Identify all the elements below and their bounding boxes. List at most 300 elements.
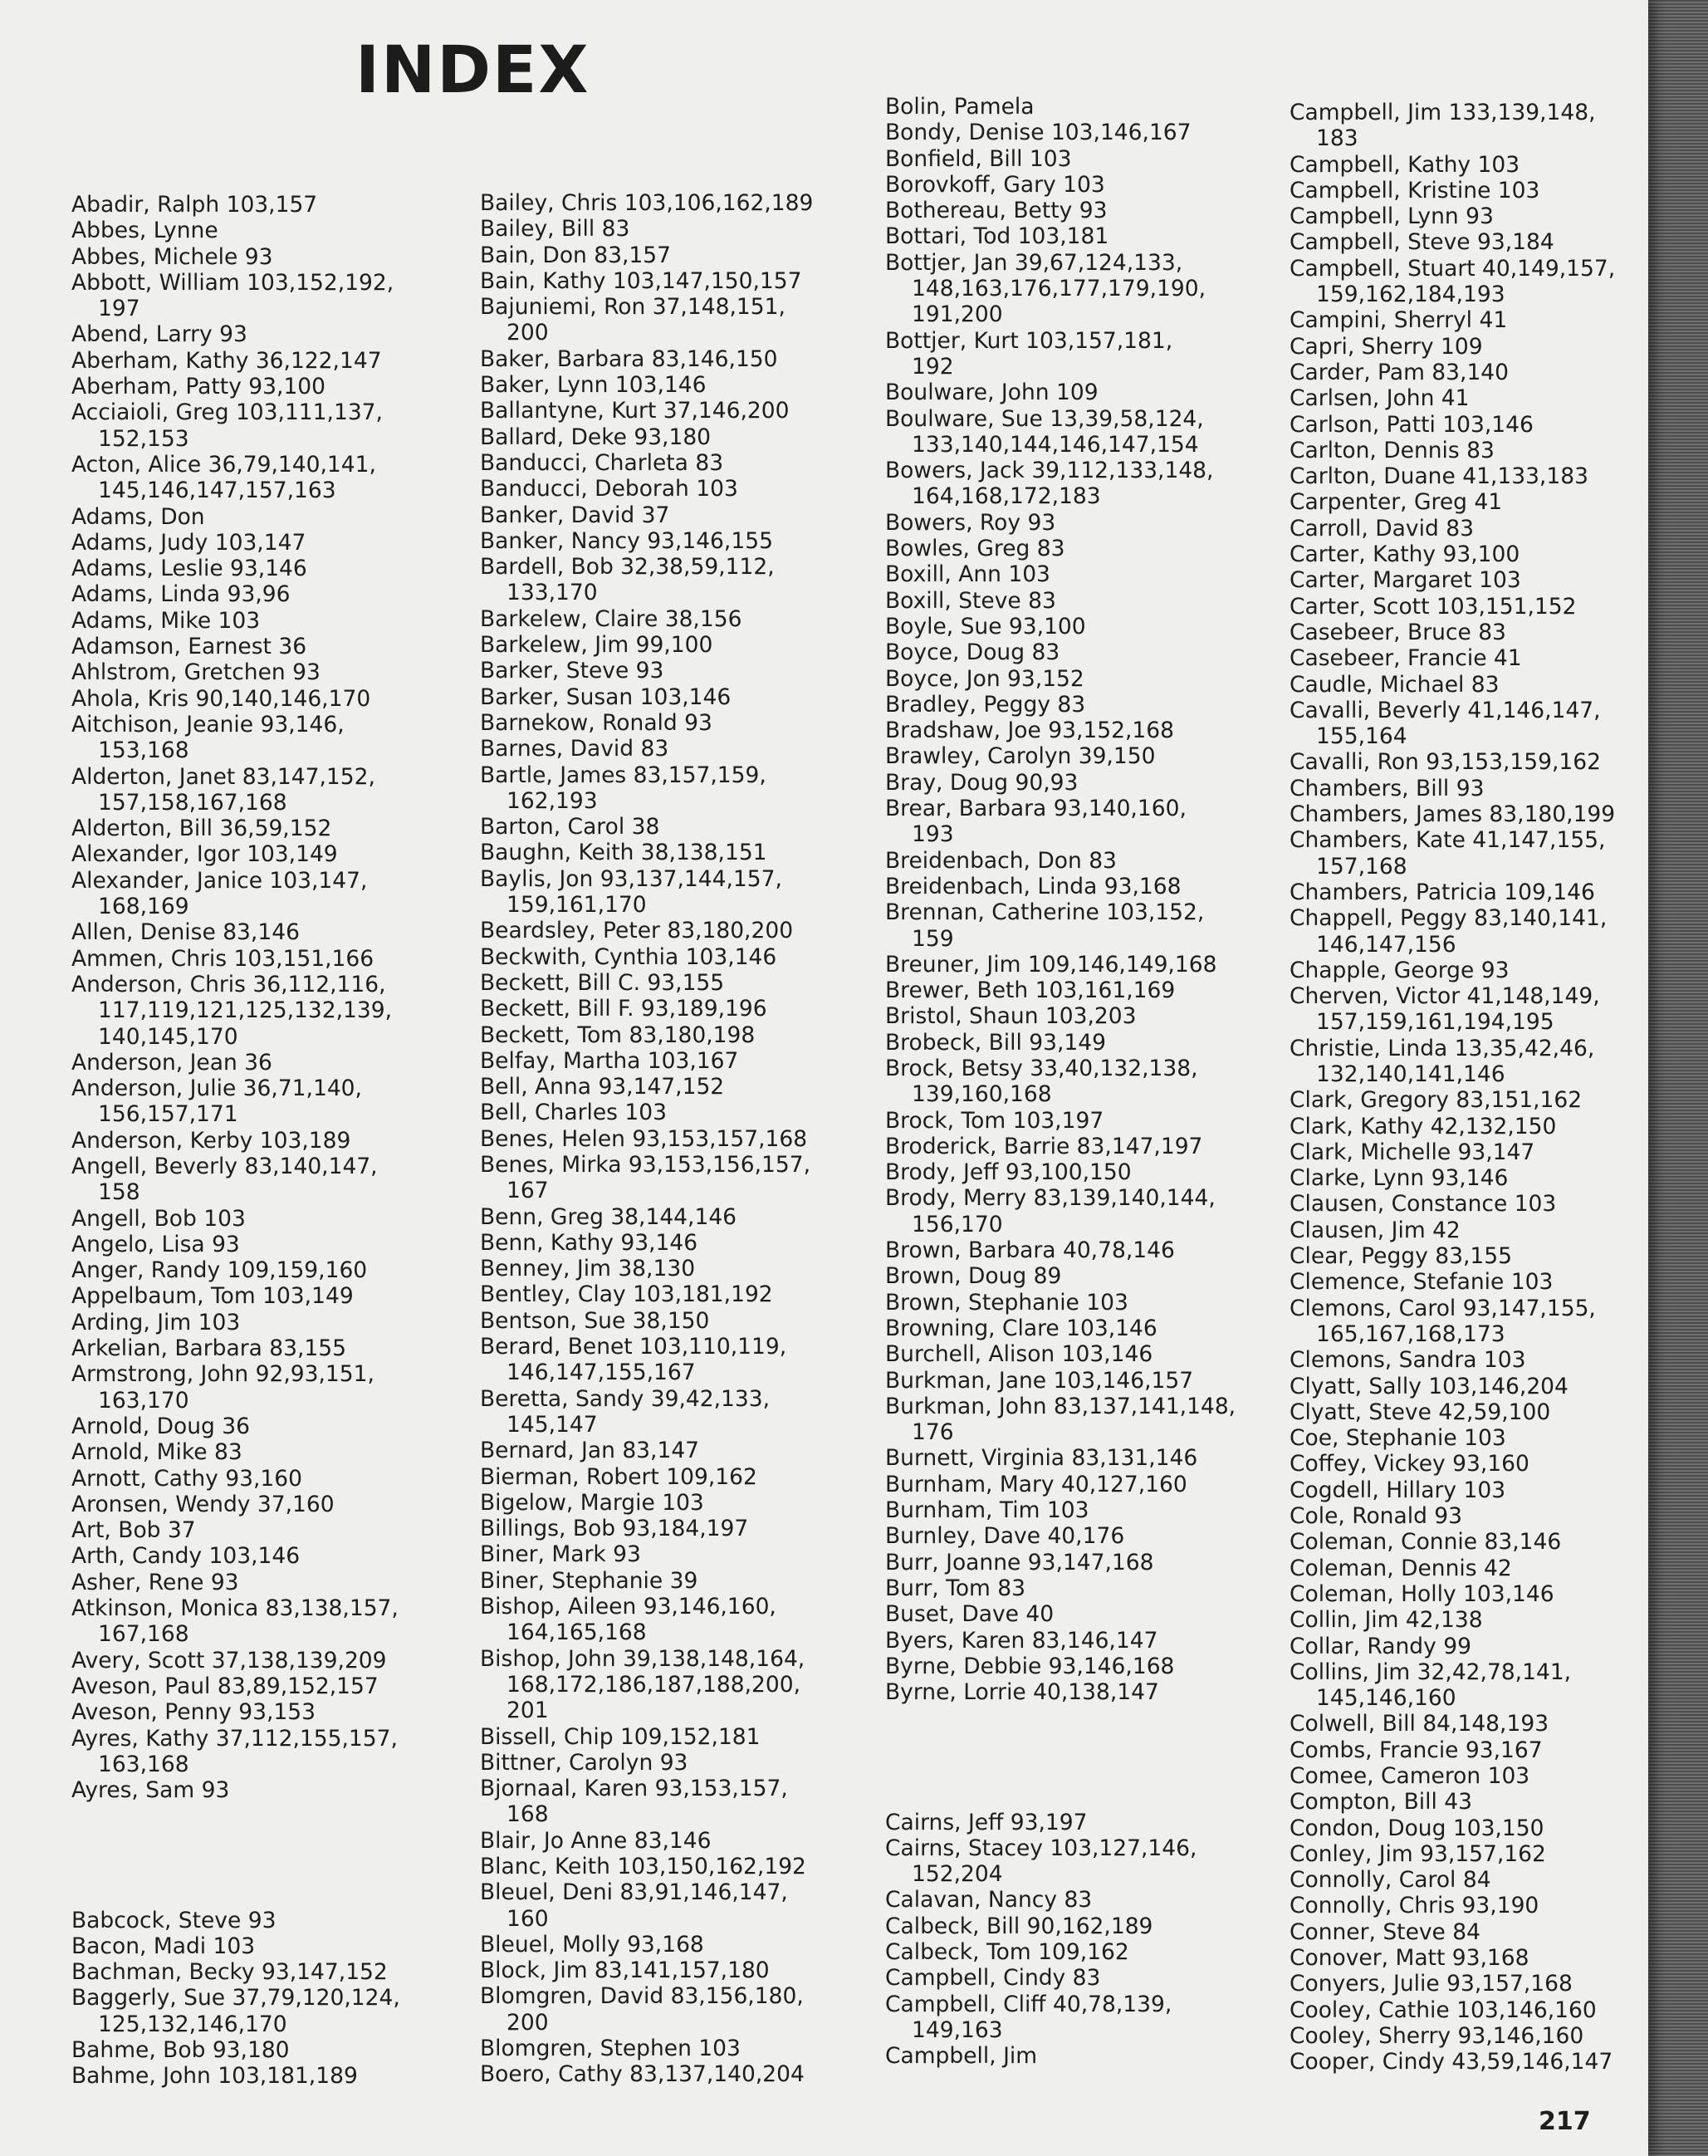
page-title: INDEX	[355, 33, 590, 108]
index-entry: Clausen, Constance 103	[1290, 1191, 1557, 1218]
index-entry: Appelbaum, Tom 103,149	[71, 1283, 354, 1310]
index-entry: Barkelew, Jim 99,100	[480, 632, 713, 659]
index-entry: Blanc, Keith 103,150,162,192	[480, 1854, 806, 1879]
index-entry: Clemons, Carol 93,147,155,	[1290, 1295, 1596, 1321]
index-entry: Burr, Joanne 93,147,168	[885, 1549, 1154, 1575]
index-entry: Ballard, Deke 93,180	[480, 424, 712, 450]
index-entry: Clark, Gregory 83,151,162	[1290, 1087, 1583, 1114]
index-entry: Coe, Stephanie 103	[1290, 1425, 1506, 1452]
index-entry: Alderton, Janet 83,147,152,	[71, 763, 375, 790]
index-entry: Beretta, Sandy 39,42,133,	[480, 1385, 771, 1412]
index-entry-continuation: 125,132,146,170	[98, 2011, 287, 2037]
index-entry: Campbell, Steve 93,184	[1290, 229, 1554, 256]
index-entry: Byers, Karen 83,146,147	[885, 1627, 1158, 1654]
index-entry: Connolly, Chris 93,190	[1290, 1893, 1539, 1919]
index-entry: Burchell, Alison 103,146	[885, 1341, 1153, 1368]
index-entry: Art, Bob 37	[71, 1517, 196, 1544]
index-entry: Condon, Doug 103,150	[1290, 1815, 1544, 1841]
index-entry: Barnekow, Ronald 93	[480, 709, 712, 736]
index-entry: Clyatt, Steve 42,59,100	[1290, 1399, 1551, 1425]
index-entry: Bowles, Greg 83	[885, 536, 1065, 562]
index-entry: Clear, Peggy 83,155	[1290, 1243, 1512, 1270]
column-spacer	[71, 1881, 400, 1907]
index-entry: Clemence, Stefanie 103	[1290, 1269, 1554, 1296]
index-entry: Brody, Merry 83,139,140,144,	[885, 1185, 1216, 1212]
index-entry: Anderson, Kerby 103,189	[71, 1127, 351, 1154]
index-entry-continuation: 183	[1316, 125, 1358, 152]
index-entry: Boero, Cathy 83,137,140,204	[480, 2061, 805, 2088]
index-entry: Bailey, Bill 83	[480, 216, 630, 243]
index-entry: Benn, Greg 38,144,146	[480, 1203, 737, 1230]
index-entry: Benn, Kathy 93,146	[480, 1229, 698, 1256]
index-entry: Campbell, Jim 133,139,148,	[1290, 100, 1596, 125]
index-entry: Adams, Linda 93,96	[71, 581, 291, 608]
index-entry-continuation: 168	[507, 1801, 549, 1828]
index-entry-continuation: 149,163	[912, 2016, 1003, 2043]
index-entry: Cooper, Cindy 43,59,146,147	[1290, 2049, 1613, 2075]
index-entry: Boxill, Steve 83	[885, 587, 1056, 614]
index-entry: Beckett, Tom 83,180,198	[480, 1022, 756, 1048]
index-entry: Asher, Rene 93	[71, 1569, 239, 1595]
index-entry: Alexander, Igor 103,149	[71, 841, 338, 868]
index-entry: Bahme, Bob 93,180	[71, 2037, 290, 2064]
index-entry: Aitchison, Jeanie 93,146,	[71, 711, 345, 737]
index-entry: Banducci, Deborah 103	[480, 476, 738, 502]
index-entry: Christie, Linda 13,35,42,46,	[1290, 1035, 1595, 1061]
index-entry: Bentley, Clay 103,181,192	[480, 1281, 773, 1308]
index-entry: Chambers, James 83,180,199	[1290, 801, 1616, 828]
index-entry: Calbeck, Tom 109,162	[885, 1939, 1129, 1966]
index-entry-continuation: 159,161,170	[507, 892, 647, 919]
index-entry: Barton, Carol 38	[480, 814, 660, 840]
index-entry: Biner, Stephanie 39	[480, 1567, 698, 1594]
index-entry-continuation: 139,160,168	[912, 1081, 1052, 1108]
column-spacer	[885, 1732, 1236, 1757]
index-entry: Abadir, Ralph 103,157	[71, 192, 318, 218]
index-entry: Chapple, George 93	[1290, 957, 1510, 983]
index-entry: Adams, Don	[71, 503, 205, 530]
index-entry: Byrne, Lorrie 40,138,147	[885, 1679, 1159, 1706]
index-entry: Breidenbach, Don 83	[885, 847, 1117, 874]
index-entry: Ayres, Sam 93	[71, 1777, 230, 1804]
index-entry: Banducci, Charleta 83	[480, 449, 724, 476]
index-entry: Baker, Barbara 83,146,150	[480, 345, 778, 372]
index-entry: Cairns, Jeff 93,197	[885, 1809, 1088, 1835]
index-entry-continuation: 156,157,171	[98, 1101, 238, 1128]
index-entry: Barnes, David 83	[480, 736, 669, 762]
index-entry: Anderson, Chris 36,112,116,	[71, 971, 386, 997]
index-entry: Beardsley, Peter 83,180,200	[480, 918, 794, 944]
index-entry: Bardell, Bob 32,38,59,112,	[480, 554, 775, 581]
index-entry: Carter, Scott 103,151,152	[1290, 593, 1577, 620]
index-entry: Bittner, Carolyn 93	[480, 1749, 688, 1776]
index-entry: Ayres, Kathy 37,112,155,157,	[71, 1725, 398, 1752]
index-entry: Casebeer, Francie 41	[1290, 645, 1522, 672]
index-entry: Colwell, Bill 84,148,193	[1290, 1711, 1549, 1737]
index-entry: Campbell, Jim	[885, 2043, 1038, 2070]
index-entry: Calavan, Nancy 83	[885, 1887, 1093, 1913]
index-entry: Angell, Beverly 83,140,147,	[71, 1153, 378, 1179]
index-entry: Bradshaw, Joe 93,152,168	[885, 718, 1174, 744]
index-entry: Capri, Sherry 109	[1290, 333, 1483, 360]
column-spacer	[71, 1830, 400, 1855]
index-entry: Bottari, Tod 103,181	[885, 223, 1109, 250]
index-entry-continuation: 201	[507, 1698, 549, 1724]
index-entry: Adams, Mike 103	[71, 607, 261, 634]
index-entry: Banker, Nancy 93,146,155	[480, 527, 773, 554]
index-entry: Abbott, William 103,152,192,	[71, 269, 394, 296]
index-entry-continuation: 167	[507, 1178, 549, 1204]
index-entry: Clyatt, Sally 103,146,204	[1290, 1373, 1569, 1399]
index-entry: Baylis, Jon 93,137,144,157,	[480, 865, 782, 892]
index-entry: Boyce, Jon 93,152	[885, 665, 1084, 692]
index-entry: Biner, Mark 93	[480, 1541, 641, 1568]
index-entry: Clausen, Jim 42	[1290, 1217, 1461, 1243]
index-entry-continuation: 163,168	[98, 1751, 189, 1777]
index-entry: Adamson, Earnest 36	[71, 634, 307, 660]
index-entry: Boulware, Sue 13,39,58,124,	[885, 405, 1204, 432]
index-entry: Breuner, Jim 109,146,149,168	[885, 951, 1217, 978]
index-entry: Campbell, Kathy 103	[1290, 151, 1520, 178]
index-entry-continuation: 145,146,160	[1316, 1685, 1456, 1712]
index-entry-continuation: 192	[912, 353, 954, 380]
index-entry: Coleman, Dennis 42	[1290, 1555, 1512, 1581]
index-entry: Bell, Charles 103	[480, 1100, 667, 1126]
index-entry: Bierman, Robert 109,162	[480, 1463, 757, 1490]
index-column-2	[480, 190, 813, 2088]
index-entry: Bain, Kathy 103,147,150,157	[480, 267, 802, 294]
index-entry: Conley, Jim 93,157,162	[1290, 1840, 1546, 1867]
index-entry: Bondy, Denise 103,146,167	[885, 120, 1192, 146]
index-entry: Barkelew, Claire 38,156	[480, 605, 742, 632]
index-entry: Babcock, Steve 93	[71, 1907, 277, 1933]
index-entry: Clemons, Sandra 103	[1290, 1347, 1526, 1374]
index-entry: Campbell, Kristine 103	[1290, 177, 1540, 203]
index-entry-continuation: 197	[98, 296, 140, 322]
index-entry-continuation: 146,147,156	[1316, 931, 1456, 958]
index-entry: Cogdell, Hillary 103	[1290, 1477, 1506, 1503]
index-entry: Carter, Margaret 103	[1290, 567, 1521, 594]
index-entry: Atkinson, Monica 83,138,157,	[71, 1595, 399, 1622]
index-entry: Bain, Don 83,157	[480, 242, 671, 268]
index-entry-continuation: 145,146,147,157,163	[98, 478, 336, 504]
index-entry: Brody, Jeff 93,100,150	[885, 1159, 1132, 1186]
index-entry: Baughn, Keith 38,138,151	[480, 840, 767, 866]
index-entry: Bray, Doug 90,93	[885, 769, 1079, 796]
index-entry-continuation: 176	[912, 1419, 954, 1446]
index-entry: Bottjer, Jan 39,67,124,133,	[885, 249, 1183, 276]
index-entry: Conner, Steve 84	[1290, 1918, 1480, 1945]
index-entry: Brown, Doug 89	[885, 1263, 1062, 1290]
index-entry: Angell, Bob 103	[71, 1205, 246, 1232]
index-entry: Anger, Randy 109,159,160	[71, 1257, 368, 1284]
index-entry: Boyce, Doug 83	[885, 639, 1060, 666]
index-entry-continuation: 157,158,167,168	[98, 789, 287, 816]
index-entry: Borovkoff, Gary 103	[885, 171, 1105, 198]
index-entry-continuation: 146,147,155,167	[507, 1360, 696, 1386]
index-entry: Bajuniemi, Ron 37,148,151,	[480, 294, 785, 321]
index-entry: Conover, Matt 93,168	[1290, 1945, 1529, 1972]
index-entry-continuation: 117,119,121,125,132,139,	[98, 997, 393, 1024]
index-entry: Burkman, John 83,137,141,148,	[885, 1393, 1236, 1419]
index-entry: Bleuel, Deni 83,91,146,147,	[480, 1879, 788, 1906]
index-entry: Breidenbach, Linda 93,168	[885, 873, 1182, 899]
index-entry: Berard, Benet 103,110,119,	[480, 1334, 787, 1360]
index-column-4	[1290, 100, 1615, 2075]
index-entry: Chambers, Patricia 109,146	[1290, 879, 1595, 905]
index-entry: Bartle, James 83,157,159,	[480, 762, 766, 788]
index-entry: Coleman, Connie 83,146	[1290, 1529, 1562, 1556]
index-entry: Bahme, John 103,181,189	[71, 2063, 358, 2090]
index-entry: Carpenter, Greg 41	[1290, 489, 1503, 516]
index-entry: Casebeer, Bruce 83	[1290, 619, 1506, 645]
column-spacer	[885, 1783, 1236, 1809]
index-entry: Coffey, Vickey 93,160	[1290, 1451, 1529, 1477]
index-entry: Bolin, Pamela	[885, 94, 1035, 120]
column-spacer	[71, 1855, 400, 1881]
index-entry: Beckett, Bill F. 93,189,196	[480, 996, 767, 1022]
index-entry-continuation: 160	[507, 1905, 549, 1932]
index-entry: Anderson, Julie 36,71,140,	[71, 1076, 362, 1102]
index-entry: Bowers, Jack 39,112,133,148,	[885, 458, 1214, 484]
index-entry-continuation: 168,169	[98, 894, 189, 920]
index-entry: Campbell, Cliff 40,78,139,	[885, 1991, 1172, 2017]
index-entry: Beckett, Bill C. 93,155	[480, 969, 725, 996]
index-entry: Carroll, David 83	[1290, 515, 1474, 541]
index-entry: Campini, Sherryl 41	[1290, 307, 1508, 334]
index-entry: Buset, Dave 40	[885, 1601, 1055, 1628]
index-entry: Browning, Clare 103,146	[885, 1315, 1157, 1341]
index-entry: Arkelian, Barbara 83,155	[71, 1335, 346, 1362]
index-entry: Carter, Kathy 93,100	[1290, 541, 1520, 568]
index-entry: Brear, Barbara 93,140,160,	[885, 796, 1187, 822]
index-entry: Chappell, Peggy 83,140,141,	[1290, 905, 1608, 932]
index-entry: Brock, Betsy 33,40,132,138,	[885, 1055, 1198, 1081]
index-entry: Bishop, Aileen 93,146,160,	[480, 1594, 776, 1620]
index-entry: Billings, Bob 93,184,197	[480, 1516, 749, 1542]
index-entry: Brobeck, Bill 93,149	[885, 1029, 1107, 1056]
index-entry: Arnold, Doug 36	[71, 1413, 250, 1439]
index-entry-continuation: 159,162,184,193	[1316, 282, 1505, 308]
index-entry: Brown, Barbara 40,78,146	[885, 1237, 1175, 1264]
index-entry: Arth, Candy 103,146	[71, 1543, 301, 1570]
index-entry: Carlton, Dennis 83	[1290, 437, 1495, 463]
index-entry: Anderson, Jean 36	[71, 1049, 272, 1076]
index-entry: Benney, Jim 38,130	[480, 1256, 696, 1282]
index-entry: Burnham, Tim 103	[885, 1497, 1089, 1524]
index-entry: Aveson, Penny 93,153	[71, 1699, 316, 1726]
index-entry: Carlton, Duane 41,133,183	[1290, 463, 1588, 490]
index-entry: Burnham, Mary 40,127,160	[885, 1471, 1187, 1497]
index-entry: Comee, Cameron 103	[1290, 1763, 1530, 1789]
index-entry: Bernard, Jan 83,147	[480, 1438, 700, 1464]
index-entry-continuation: 152,204	[912, 1861, 1003, 1888]
index-entry: Carder, Pam 83,140	[1290, 359, 1510, 385]
index-column-1	[71, 192, 400, 2090]
index-entry: Cherven, Victor 41,148,149,	[1290, 983, 1600, 1010]
index-entry-continuation: 155,164	[1316, 723, 1407, 750]
index-entry-continuation: 168,172,186,187,188,200,	[507, 1671, 801, 1698]
index-entry-continuation: 165,167,168,173	[1316, 1321, 1505, 1347]
index-entry: Arnold, Mike 83	[71, 1439, 242, 1466]
index-entry: Chambers, Bill 93	[1290, 775, 1485, 801]
index-entry: Allen, Denise 83,146	[71, 919, 300, 946]
index-entry: Baggerly, Sue 37,79,120,124,	[71, 1985, 400, 2011]
column-spacer	[885, 1757, 1236, 1783]
index-entry: Brown, Stephanie 103	[885, 1289, 1128, 1316]
index-column-3	[885, 94, 1236, 2070]
index-entry: Bell, Anna 93,147,152	[480, 1074, 725, 1100]
index-entry: Abbes, Michele 93	[71, 243, 273, 270]
index-entry-continuation: 133,140,144,146,147,154	[912, 431, 1199, 458]
index-entry: Bacon, Madi 103	[71, 1933, 256, 1959]
index-entry-continuation: 159	[912, 925, 954, 952]
index-entry: Aberham, Kathy 36,122,147	[71, 347, 382, 374]
index-entry-continuation: 133,170	[507, 580, 598, 606]
index-entry: Bailey, Chris 103,106,162,189	[480, 190, 814, 216]
index-entry-continuation: 140,145,170	[98, 1023, 238, 1050]
column-spacer	[71, 1803, 400, 1829]
index-entry: Brawley, Carolyn 39,150	[885, 743, 1156, 770]
index-entry: Arnott, Cathy 93,160	[71, 1465, 302, 1492]
index-entry: Abbes, Lynne	[71, 218, 218, 244]
index-entry: Cairns, Stacey 103,127,146,	[885, 1835, 1197, 1861]
index-entry: Bjornaal, Karen 93,153,157,	[480, 1776, 788, 1802]
index-entry: Clark, Kathy 42,132,150	[1290, 1113, 1557, 1139]
index-entry: Bowers, Roy 93	[885, 509, 1056, 536]
index-entry: Collins, Jim 32,42,78,141,	[1290, 1659, 1572, 1685]
index-entry: Bishop, John 39,138,148,164,	[480, 1645, 805, 1672]
column-spacer	[885, 1705, 1236, 1731]
page-number: 217	[1539, 2107, 1591, 2136]
index-entry: Banker, David 37	[480, 502, 670, 528]
index-entry-continuation: 148,163,176,177,179,190,	[912, 276, 1206, 302]
index-entry: Aberham, Patty 93,100	[71, 374, 326, 400]
index-entry: Adams, Judy 103,147	[71, 529, 306, 556]
index-entry: Brewer, Beth 103,161,169	[885, 978, 1176, 1004]
index-entry: Combs, Francie 93,167	[1290, 1737, 1543, 1763]
index-entry: Belfay, Martha 103,167	[480, 1047, 739, 1074]
index-entry: Cole, Ronald 93	[1290, 1503, 1463, 1530]
index-entry-continuation: 145,147	[507, 1411, 598, 1438]
index-entry: Boyle, Sue 93,100	[885, 613, 1086, 639]
index-entry: Cooley, Sherry 93,146,160	[1290, 2022, 1584, 2049]
index-entry: Ballantyne, Kurt 37,146,200	[480, 398, 790, 424]
index-entry-continuation: 157,168	[1316, 853, 1407, 880]
index-entry: Ahola, Kris 90,140,146,170	[71, 685, 371, 712]
index-entry: Byrne, Debbie 93,146,168	[885, 1653, 1175, 1679]
index-entry: Bissell, Chip 109,152,181	[480, 1723, 761, 1750]
index-entry: Clarke, Lynn 93,146	[1290, 1165, 1509, 1192]
index-entry: Cavalli, Ron 93,153,159,162	[1290, 749, 1601, 776]
index-entry: Carlson, Patti 103,146	[1290, 411, 1534, 438]
index-entry: Boulware, John 109	[885, 380, 1099, 406]
index-entry: Blomgren, Stephen 103	[480, 2036, 741, 2062]
index-entry-continuation: 153,168	[98, 737, 189, 764]
index-entry: Aveson, Paul 83,89,152,157	[71, 1673, 379, 1699]
index-entry-continuation: 200	[507, 2009, 549, 2036]
index-entry: Angelo, Lisa 93	[71, 1231, 240, 1257]
index-entry-continuation: 193	[912, 821, 954, 848]
index-entry: Collar, Randy 99	[1290, 1633, 1471, 1659]
index-entry: Avery, Scott 37,138,139,209	[71, 1647, 387, 1673]
index-entry: Adams, Leslie 93,146	[71, 556, 307, 582]
index-entry: Compton, Bill 43	[1290, 1789, 1473, 1815]
index-entry-continuation: 200	[507, 320, 549, 346]
index-entry: Burnley, Dave 40,176	[885, 1523, 1125, 1550]
index-entry: Connolly, Carol 84	[1290, 1867, 1491, 1894]
index-entry-continuation: 191,200	[912, 301, 1003, 328]
index-entry: Coleman, Holly 103,146	[1290, 1580, 1554, 1607]
index-entry-continuation: 158	[98, 1179, 140, 1206]
index-entry: Caudle, Michael 83	[1290, 671, 1500, 698]
index-entry: Barker, Susan 103,146	[480, 684, 732, 710]
index-entry: Broderick, Barrie 83,147,197	[885, 1133, 1203, 1159]
index-entry: Acciaioli, Greg 103,111,137,	[71, 399, 383, 426]
index-entry: Barker, Steve 93	[480, 658, 664, 684]
index-entry: Brennan, Catherine 103,152,	[885, 899, 1205, 926]
index-entry-continuation: 167,168	[98, 1621, 189, 1648]
index-entry: Abend, Larry 93	[71, 321, 247, 348]
index-entry: Bottjer, Kurt 103,157,181,	[885, 327, 1173, 354]
index-entry: Bleuel, Molly 93,168	[480, 1931, 704, 1958]
index-entry: Arding, Jim 103	[71, 1309, 241, 1335]
index-entry: Blair, Jo Anne 83,146	[480, 1827, 712, 1854]
index-entry: Bonfield, Bill 103	[885, 145, 1072, 172]
index-entry: Boxill, Ann 103	[885, 561, 1050, 588]
index-entry: Benes, Mirka 93,153,156,157,	[480, 1151, 811, 1178]
index-entry: Burnett, Virginia 83,131,146	[885, 1445, 1198, 1472]
index-entry: Ahlstrom, Gretchen 93	[71, 659, 321, 686]
index-entry: Beckwith, Cynthia 103,146	[480, 943, 777, 970]
index-entry: Acton, Alice 36,79,140,141,	[71, 451, 376, 478]
index-entry-continuation: 163,170	[98, 1387, 189, 1414]
index-entry: Block, Jim 83,141,157,180	[480, 1958, 770, 1984]
index-entry: Clark, Michelle 93,147	[1290, 1139, 1535, 1165]
index-entry: Cavalli, Beverly 41,146,147,	[1290, 697, 1601, 723]
index-entry-continuation: 162,193	[507, 787, 598, 814]
index-entry-continuation: 132,140,141,146	[1316, 1061, 1505, 1087]
index-entry: Blomgren, David 83,156,180,	[480, 1983, 804, 2010]
index-entry: Alexander, Janice 103,147,	[71, 867, 368, 894]
index-entry: Burkman, Jane 103,146,157	[885, 1367, 1194, 1394]
index-entry: Alderton, Bill 36,59,152	[71, 816, 332, 842]
index-entry: Campbell, Lynn 93	[1290, 203, 1494, 230]
index-entry: Brock, Tom 103,197	[885, 1107, 1104, 1134]
index-entry: Bristol, Shaun 103,203	[885, 1003, 1137, 1030]
index-entry: Benes, Helen 93,153,157,168	[480, 1125, 808, 1152]
index-entry: Chambers, Kate 41,147,155,	[1290, 827, 1606, 854]
index-entry: Cooley, Cathie 103,146,160	[1290, 1997, 1597, 2023]
index-entry: Baker, Lynn 103,146	[480, 372, 707, 399]
index-entry: Aronsen, Wendy 37,160	[71, 1491, 335, 1517]
index-entry: Bentson, Sue 38,150	[480, 1307, 710, 1334]
index-entry: Bradley, Peggy 83	[885, 691, 1086, 718]
index-entry: Burr, Tom 83	[885, 1575, 1026, 1601]
index-entry-continuation: 157,159,161,194,195	[1316, 1009, 1554, 1036]
index-entry-continuation: 152,153	[98, 425, 189, 452]
index-entry: Bigelow, Margie 103	[480, 1489, 704, 1516]
index-entry: Carlsen, John 41	[1290, 385, 1470, 412]
index-entry: Bachman, Becky 93,147,152	[71, 1959, 388, 1986]
index-entry: Campbell, Stuart 40,149,157,	[1290, 255, 1616, 282]
index-entry: Bothereau, Betty 93	[885, 198, 1108, 224]
index-entry: Conyers, Julie 93,157,168	[1290, 1971, 1573, 1997]
index-entry-continuation: 164,165,168	[507, 1619, 647, 1646]
index-entry: Campbell, Cindy 83	[885, 1965, 1101, 1992]
index-entry: Collin, Jim 42,138	[1290, 1607, 1483, 1634]
index-entry: Calbeck, Bill 90,162,189	[885, 1913, 1153, 1939]
